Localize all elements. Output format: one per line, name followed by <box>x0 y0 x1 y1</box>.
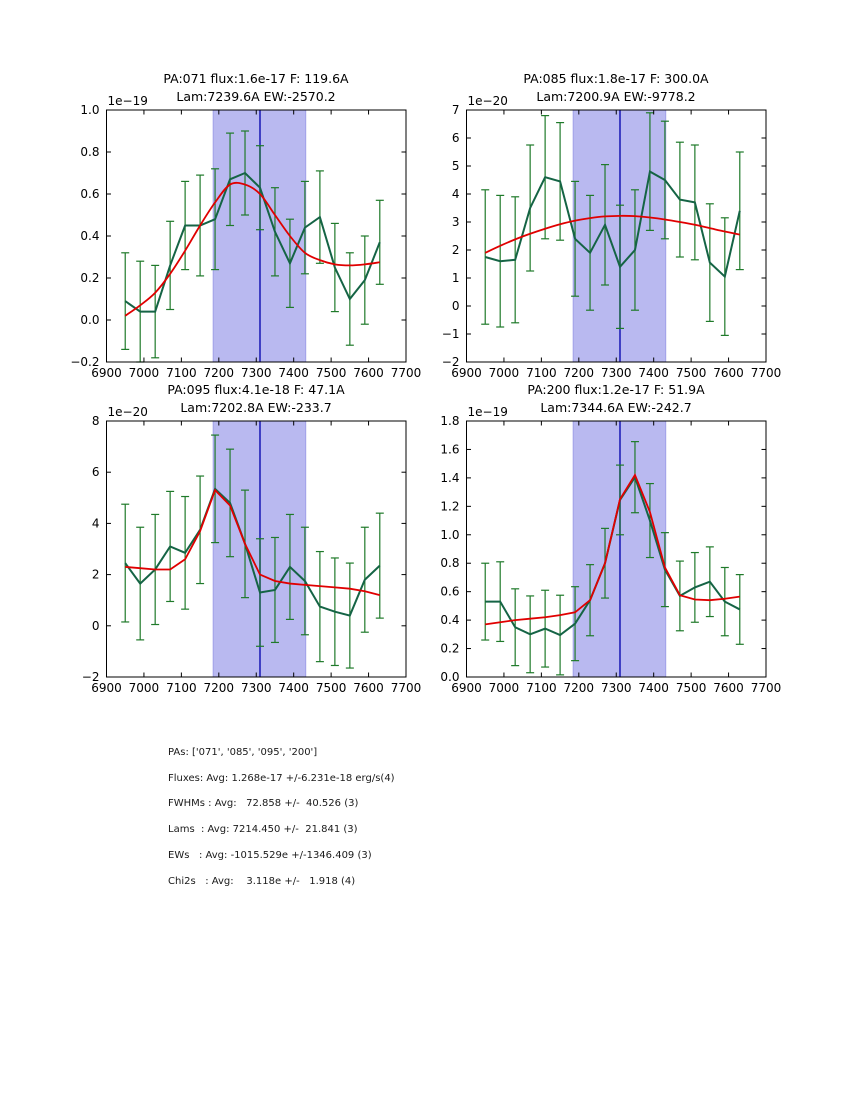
summary-block <box>168 740 395 894</box>
x-tick-label: 7300 <box>600 366 632 380</box>
summary-line-lams: Lams : Avg: 7214.450 +/- 21.841 (3) <box>168 824 358 836</box>
y-tick-label: 1.0 <box>80 103 100 117</box>
summary-line-ews: EWs : Avg: -1015.529e +/-1346.409 (3) <box>168 849 372 861</box>
y-tick-label: 0.6 <box>80 187 100 201</box>
x-tick-label: 7100 <box>526 366 557 380</box>
y-tick-label: 1.0 <box>440 527 460 542</box>
y-tick-label: 0.0 <box>80 313 100 327</box>
y-tick-label: −0.2 <box>70 355 100 369</box>
y-tick-label: 0.8 <box>440 556 460 571</box>
y-tick-label: −2 <box>81 670 100 684</box>
y-tick-label: 8 <box>91 414 100 428</box>
y-tick-label: −2 <box>441 355 460 369</box>
summary-line-fwhms: FWHMs : Avg: 72.858 +/- 40.526 (3) <box>168 798 359 810</box>
x-tick-label: 7000 <box>128 366 160 380</box>
x-tick-label: 7000 <box>488 681 520 695</box>
x-tick-label: 7200 <box>563 681 595 695</box>
summary-line-chi2s: Chi2s : Avg: 3.118e +/- 1.918 (4) <box>168 875 356 887</box>
y-tick-label: 0.8 <box>80 145 100 159</box>
y-tick-label: 0.2 <box>440 641 460 656</box>
plot-title-pa071 <box>106 70 406 106</box>
plot-title-pa095 <box>106 381 406 417</box>
plot-title-pa200 <box>466 381 766 417</box>
plot-1 <box>442 94 781 380</box>
x-tick-label: 7100 <box>166 366 197 380</box>
y-tick-label: 6 <box>91 465 100 480</box>
x-tick-label: 7200 <box>203 681 235 695</box>
plot-title-line2: Lam:7344.6A EW:-242.7 <box>540 400 692 415</box>
y-axis-scale-label: 1e−20 <box>467 94 508 108</box>
plot-3 <box>440 405 781 695</box>
x-tick-label: 7300 <box>240 366 272 380</box>
x-tick-label: 7200 <box>203 366 235 380</box>
y-tick-label: 2 <box>91 567 100 582</box>
plot-title-line2: Lam:7202.8A EW:-233.7 <box>180 400 332 415</box>
x-tick-label: 7300 <box>600 681 632 695</box>
y-tick-label: 1.6 <box>440 442 460 457</box>
x-tick-label: 6900 <box>451 681 482 695</box>
y-axis-scale-label: 1e−19 <box>107 94 148 108</box>
y-tick-label: 5 <box>451 159 460 173</box>
x-tick-label: 7000 <box>128 681 160 695</box>
plot-2 <box>82 405 421 695</box>
plot-title-line1: PA:071 flux:1.6e-17 F: 119.6A <box>163 71 349 86</box>
x-tick-label: 7300 <box>240 681 272 695</box>
x-tick-label: 6900 <box>451 366 482 380</box>
plot-title-pa085 <box>466 70 766 106</box>
x-tick-label: 7100 <box>166 681 197 695</box>
y-tick-label: 4 <box>451 187 460 201</box>
x-tick-label: 7600 <box>713 366 744 380</box>
plot-0 <box>70 94 421 380</box>
y-axis-scale-label: 1e−19 <box>467 405 508 419</box>
x-tick-label: 7500 <box>315 366 347 380</box>
plot-title-line1: PA:200 flux:1.2e-17 F: 51.9A <box>527 382 705 397</box>
plot-title-line1: PA:095 flux:4.1e-18 F: 47.1A <box>167 382 345 397</box>
summary-line-pas: PAs: ['071', '085', '095', '200'] <box>168 747 318 758</box>
y-tick-label: 0.4 <box>80 229 100 243</box>
x-tick-label: 7000 <box>488 366 520 380</box>
y-tick-label: 0.4 <box>440 613 460 628</box>
x-tick-label: 7600 <box>353 681 384 695</box>
y-tick-label: 7 <box>451 103 460 117</box>
y-tick-label: 1.2 <box>440 499 460 514</box>
y-tick-label: 0 <box>91 618 100 633</box>
x-tick-label: 7700 <box>390 681 422 695</box>
y-tick-label: 1.4 <box>440 470 460 485</box>
y-tick-label: 0.6 <box>440 584 460 599</box>
x-tick-label: 6900 <box>91 366 122 380</box>
x-tick-label: 7500 <box>675 681 707 695</box>
summary-line-fluxes: Fluxes: Avg: 1.268e-17 +/-6.231e-18 erg/s(4) <box>168 772 395 784</box>
x-tick-label: 7100 <box>526 681 557 695</box>
y-tick-label: 4 <box>91 516 100 531</box>
y-tick-label: 1 <box>451 271 460 285</box>
x-tick-label: 7400 <box>278 366 309 380</box>
y-tick-label: 0.2 <box>80 271 100 285</box>
y-tick-label: −1 <box>441 327 460 341</box>
y-tick-label: 6 <box>451 131 460 145</box>
x-tick-label: 7200 <box>563 366 595 380</box>
y-tick-label: 3 <box>451 215 460 229</box>
y-tick-label: 0 <box>451 299 460 313</box>
y-axis-scale-label: 1e−20 <box>107 405 148 419</box>
x-tick-label: 6900 <box>91 681 122 695</box>
x-tick-label: 7500 <box>675 366 707 380</box>
plot-title-line2: Lam:7200.9A EW:-9778.2 <box>536 89 696 104</box>
x-tick-label: 7400 <box>638 681 669 695</box>
x-tick-label: 7500 <box>315 681 347 695</box>
x-tick-label: 7700 <box>750 681 782 695</box>
y-tick-label: 0.0 <box>440 670 460 684</box>
x-tick-label: 7600 <box>713 681 744 695</box>
x-tick-label: 7700 <box>390 366 422 380</box>
y-tick-label: 1.8 <box>440 414 460 428</box>
x-tick-label: 7700 <box>750 366 782 380</box>
plot-title-line2: Lam:7239.6A EW:-2570.2 <box>176 89 336 104</box>
x-tick-label: 7400 <box>638 366 669 380</box>
x-tick-label: 7600 <box>353 366 384 380</box>
x-tick-label: 7400 <box>278 681 309 695</box>
plot-title-line1: PA:085 flux:1.8e-17 F: 300.0A <box>523 71 709 86</box>
y-tick-label: 2 <box>451 243 460 257</box>
